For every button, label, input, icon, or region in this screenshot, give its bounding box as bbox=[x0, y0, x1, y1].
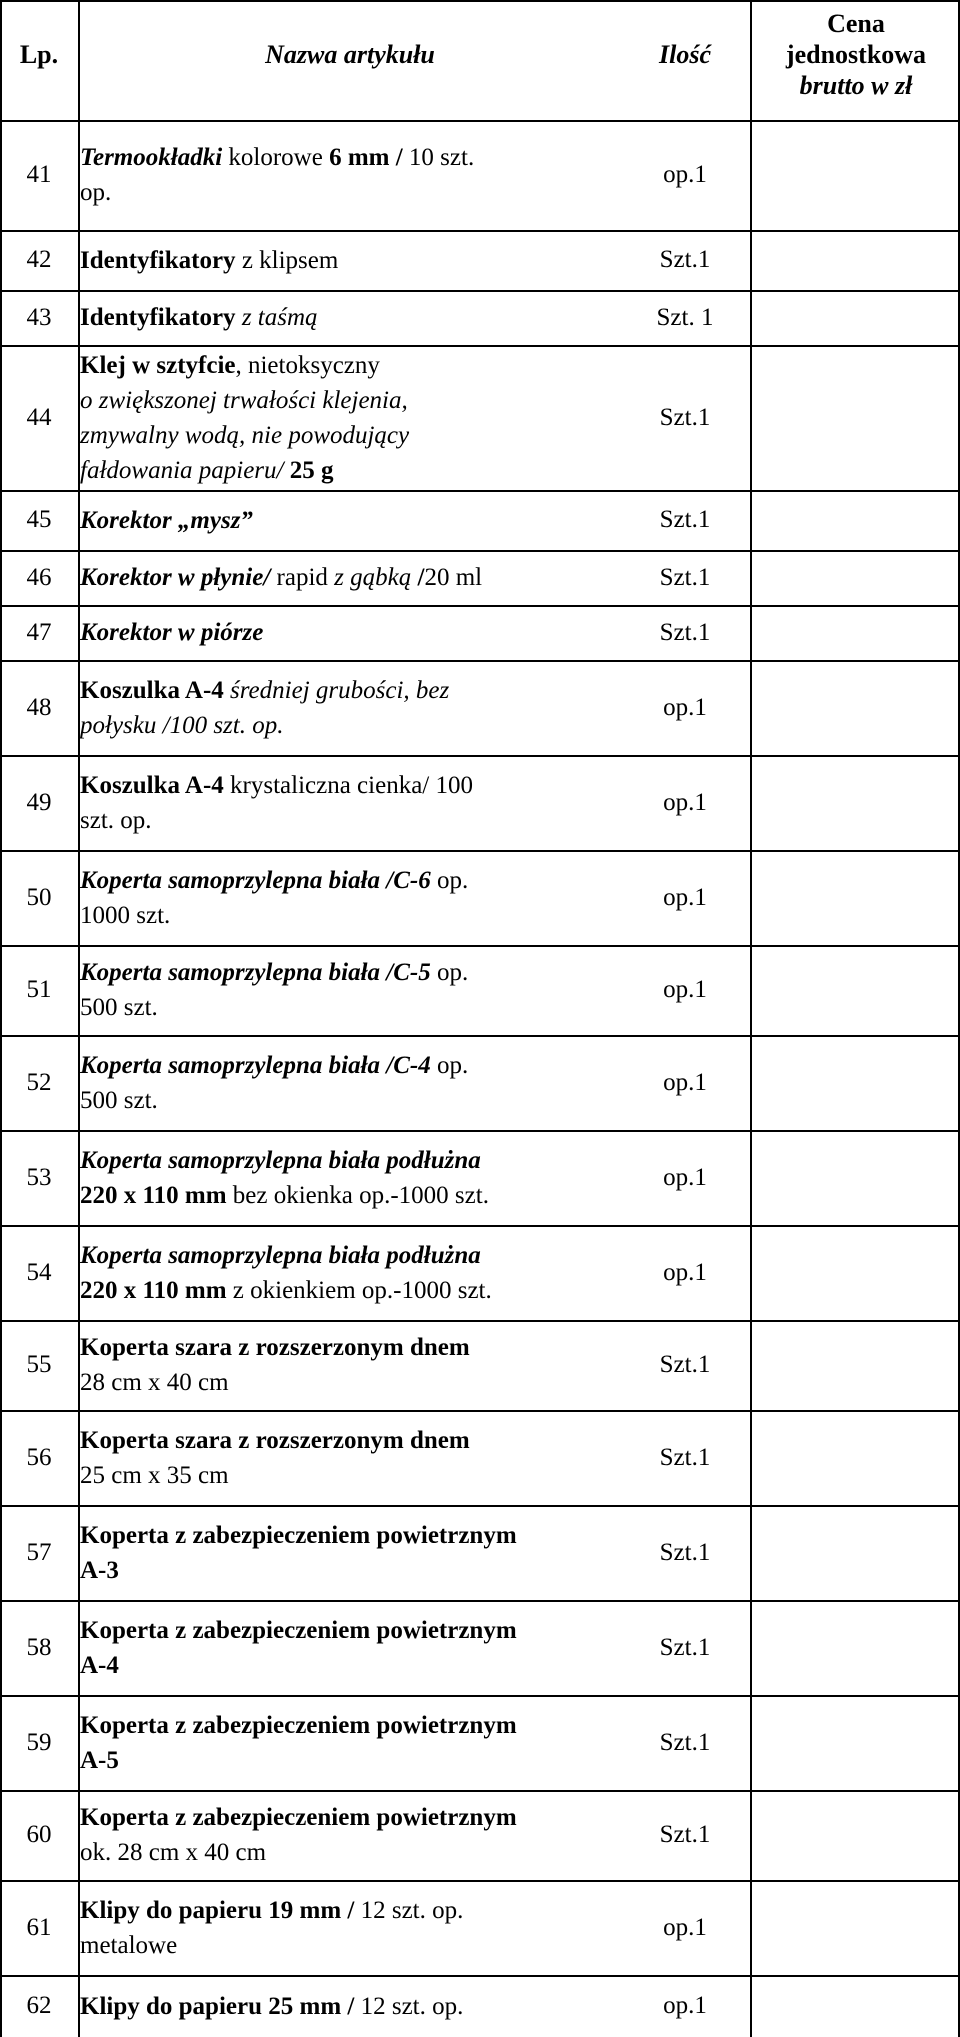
table-row bbox=[0, 345, 960, 490]
grid-horizontal-line bbox=[0, 660, 960, 662]
row-item-name: Klipy do papieru 25 mm / 12 szt. op. bbox=[80, 1992, 464, 2020]
grid-horizontal-line bbox=[0, 550, 960, 552]
row-item-name: Koperta szara z rozszerzonym dnem 25 cm x 35 cm bbox=[80, 1426, 470, 1489]
row-number: 60 bbox=[26, 1821, 52, 1848]
row-quantity: Szt.1 bbox=[659, 246, 711, 273]
header-price-line2: jednostkowa bbox=[785, 40, 927, 69]
row-item-name: Korektor w piórze bbox=[80, 619, 264, 646]
row-item-name: Koszulka A-4 krystaliczna cienka/ 100 szt. op. bbox=[80, 771, 473, 834]
row-item-name: Korektor w płynie/ rapid z gąbką /20 ml bbox=[80, 564, 483, 591]
table-row bbox=[0, 550, 960, 605]
grid-vertical-line bbox=[750, 0, 752, 2037]
row-quantity: op.1 bbox=[663, 693, 707, 721]
grid-horizontal-line bbox=[0, 755, 960, 757]
row-number: 43 bbox=[26, 303, 52, 331]
grid-vertical-line bbox=[78, 0, 80, 2037]
grid-horizontal-line bbox=[0, 1600, 960, 1602]
row-quantity: Szt.1 bbox=[659, 1538, 711, 1566]
grid-horizontal-line bbox=[0, 1035, 960, 1037]
row-number: 57 bbox=[26, 1538, 52, 1566]
row-number: 42 bbox=[26, 246, 52, 273]
grid-vertical-line bbox=[0, 0, 2, 2037]
row-quantity: op.1 bbox=[663, 1992, 707, 2019]
table-row bbox=[0, 1975, 960, 2037]
row-quantity: Szt. 1 bbox=[656, 303, 714, 331]
grid-horizontal-line bbox=[0, 1505, 960, 1507]
row-item-name: Koperta samoprzylepna biała /C-4 op. 500 szt. bbox=[80, 1051, 469, 1114]
row-item-name: Korektor „mysz” bbox=[80, 506, 253, 534]
table-row bbox=[0, 120, 960, 230]
header-qty: Ilość bbox=[659, 40, 711, 69]
table-row bbox=[0, 290, 960, 345]
row-item-name: Koperta samoprzylepna biała podłużna 220 x 110 mm bez okienka op.-1000 szt. bbox=[80, 1146, 489, 1209]
row-item-name: Koperta szara z rozszerzonym dnem 28 cm x 40 cm bbox=[80, 1334, 470, 1396]
table-row bbox=[0, 1600, 960, 1695]
row-number: 44 bbox=[26, 403, 52, 431]
grid-horizontal-line bbox=[0, 850, 960, 852]
grid-horizontal-line bbox=[0, 1975, 960, 1977]
row-item-name: Klipy do papieru 19 mm / 12 szt. op. metalowe bbox=[80, 1896, 464, 1959]
grid-horizontal-line bbox=[0, 120, 960, 122]
row-number: 62 bbox=[26, 1992, 52, 2019]
row-quantity: Szt.1 bbox=[659, 403, 711, 431]
row-item-name: Koszulka A-4 średniej grubości, bez połysku /100 szt. op. bbox=[80, 676, 450, 739]
row-number: 48 bbox=[26, 693, 52, 721]
grid-horizontal-line bbox=[0, 1790, 960, 1792]
row-number: 45 bbox=[26, 506, 52, 533]
table-row bbox=[0, 1320, 960, 1410]
header-price bbox=[752, 8, 960, 101]
row-number: 54 bbox=[26, 1258, 52, 1286]
table-row bbox=[0, 945, 960, 1035]
row-quantity: Szt.1 bbox=[659, 563, 711, 591]
table-row bbox=[0, 1880, 960, 1975]
header-price-line1: Cena bbox=[827, 9, 885, 38]
row-quantity: Szt.1 bbox=[659, 1633, 711, 1661]
row-quantity: op.1 bbox=[663, 1258, 707, 1286]
row-number: 58 bbox=[26, 1633, 52, 1661]
row-quantity: op.1 bbox=[663, 1163, 707, 1191]
row-item-name: Koperta samoprzylepna biała podłużna 220 x 110 mm z okienkiem op.-1000 szt. bbox=[80, 1241, 492, 1304]
row-number: 59 bbox=[26, 1728, 52, 1756]
row-item-name: Identyfikatory z taśmą bbox=[80, 304, 318, 331]
row-number: 47 bbox=[26, 618, 52, 646]
grid-horizontal-line bbox=[0, 1225, 960, 1227]
table-row bbox=[0, 490, 960, 550]
table-header bbox=[0, 0, 960, 120]
row-item-name: Koperta samoprzylepna biała /C-6 op. 1000 szt. bbox=[80, 866, 469, 929]
row-item-name: Koperta z zabezpieczeniem powietrznym A-3 bbox=[80, 1521, 517, 1584]
grid-horizontal-line bbox=[0, 0, 960, 2]
row-quantity: Szt.1 bbox=[659, 618, 711, 646]
table-row bbox=[0, 230, 960, 290]
row-item-name: Koperta z zabezpieczeniem powietrznym ok. 28 cm x 40 cm bbox=[80, 1804, 517, 1866]
grid-horizontal-line bbox=[0, 945, 960, 947]
header-name: Nazwa artykułu bbox=[265, 40, 435, 69]
header-price-line3: brutto w zł bbox=[799, 71, 913, 100]
row-quantity: Szt.1 bbox=[659, 1443, 711, 1471]
row-number: 41 bbox=[26, 161, 52, 188]
row-quantity: Szt.1 bbox=[659, 506, 711, 533]
row-quantity: op.1 bbox=[663, 161, 707, 188]
row-number: 49 bbox=[26, 788, 52, 816]
row-number: 50 bbox=[26, 883, 52, 911]
grid-horizontal-line bbox=[0, 290, 960, 292]
header-lp: Lp. bbox=[19, 40, 59, 69]
row-number: 61 bbox=[26, 1913, 52, 1941]
grid-horizontal-line bbox=[0, 230, 960, 232]
grid-horizontal-line bbox=[0, 490, 960, 492]
row-number: 55 bbox=[26, 1351, 52, 1378]
grid-horizontal-line bbox=[0, 1695, 960, 1697]
row-item-name: Termookładki kolorowe 6 mm / 10 szt. op. bbox=[80, 144, 475, 206]
row-quantity: op.1 bbox=[663, 788, 707, 816]
grid-horizontal-line bbox=[0, 1130, 960, 1132]
row-quantity: op.1 bbox=[663, 1913, 707, 1941]
table-row bbox=[0, 755, 960, 850]
table-row bbox=[0, 1130, 960, 1225]
row-quantity: op.1 bbox=[663, 976, 707, 1003]
row-number: 46 bbox=[26, 563, 52, 591]
row-item-name: Koperta z zabezpieczeniem powietrznym A-4 bbox=[80, 1616, 517, 1679]
row-number: 52 bbox=[26, 1068, 52, 1096]
row-quantity: Szt.1 bbox=[659, 1351, 711, 1378]
row-number: 53 bbox=[26, 1163, 52, 1191]
grid-horizontal-line bbox=[0, 345, 960, 347]
row-quantity: op.1 bbox=[663, 1068, 707, 1096]
table-row bbox=[0, 1790, 960, 1880]
row-number: 56 bbox=[26, 1443, 52, 1471]
table-row bbox=[0, 1695, 960, 1790]
table-row bbox=[0, 660, 960, 755]
grid-horizontal-line bbox=[0, 1880, 960, 1882]
row-number: 51 bbox=[26, 976, 52, 1003]
row-item-name: Klej w sztyfcie, nietoksyczny o zwiększonej trwałości klejenia, zmywalny wodą, nie powodujący fałdowania papieru/ 25 g bbox=[80, 351, 410, 484]
grid-horizontal-line bbox=[0, 1320, 960, 1322]
table-row bbox=[0, 1035, 960, 1130]
row-quantity: Szt.1 bbox=[659, 1821, 711, 1848]
row-quantity: Szt.1 bbox=[659, 1728, 711, 1756]
table-row bbox=[0, 1505, 960, 1600]
row-item-name: Koperta z zabezpieczeniem powietrznym A-5 bbox=[80, 1711, 517, 1774]
grid-horizontal-line bbox=[0, 605, 960, 607]
table-row bbox=[0, 1410, 960, 1505]
grid-horizontal-line bbox=[0, 1410, 960, 1412]
table-row bbox=[0, 850, 960, 945]
row-item-name: Koperta samoprzylepna biała /C-5 op. 500 szt. bbox=[80, 959, 469, 1021]
row-quantity: op.1 bbox=[663, 883, 707, 911]
row-item-name: Identyfikatory z klipsem bbox=[80, 246, 339, 274]
table-row bbox=[0, 605, 960, 660]
table-row bbox=[0, 1225, 960, 1320]
